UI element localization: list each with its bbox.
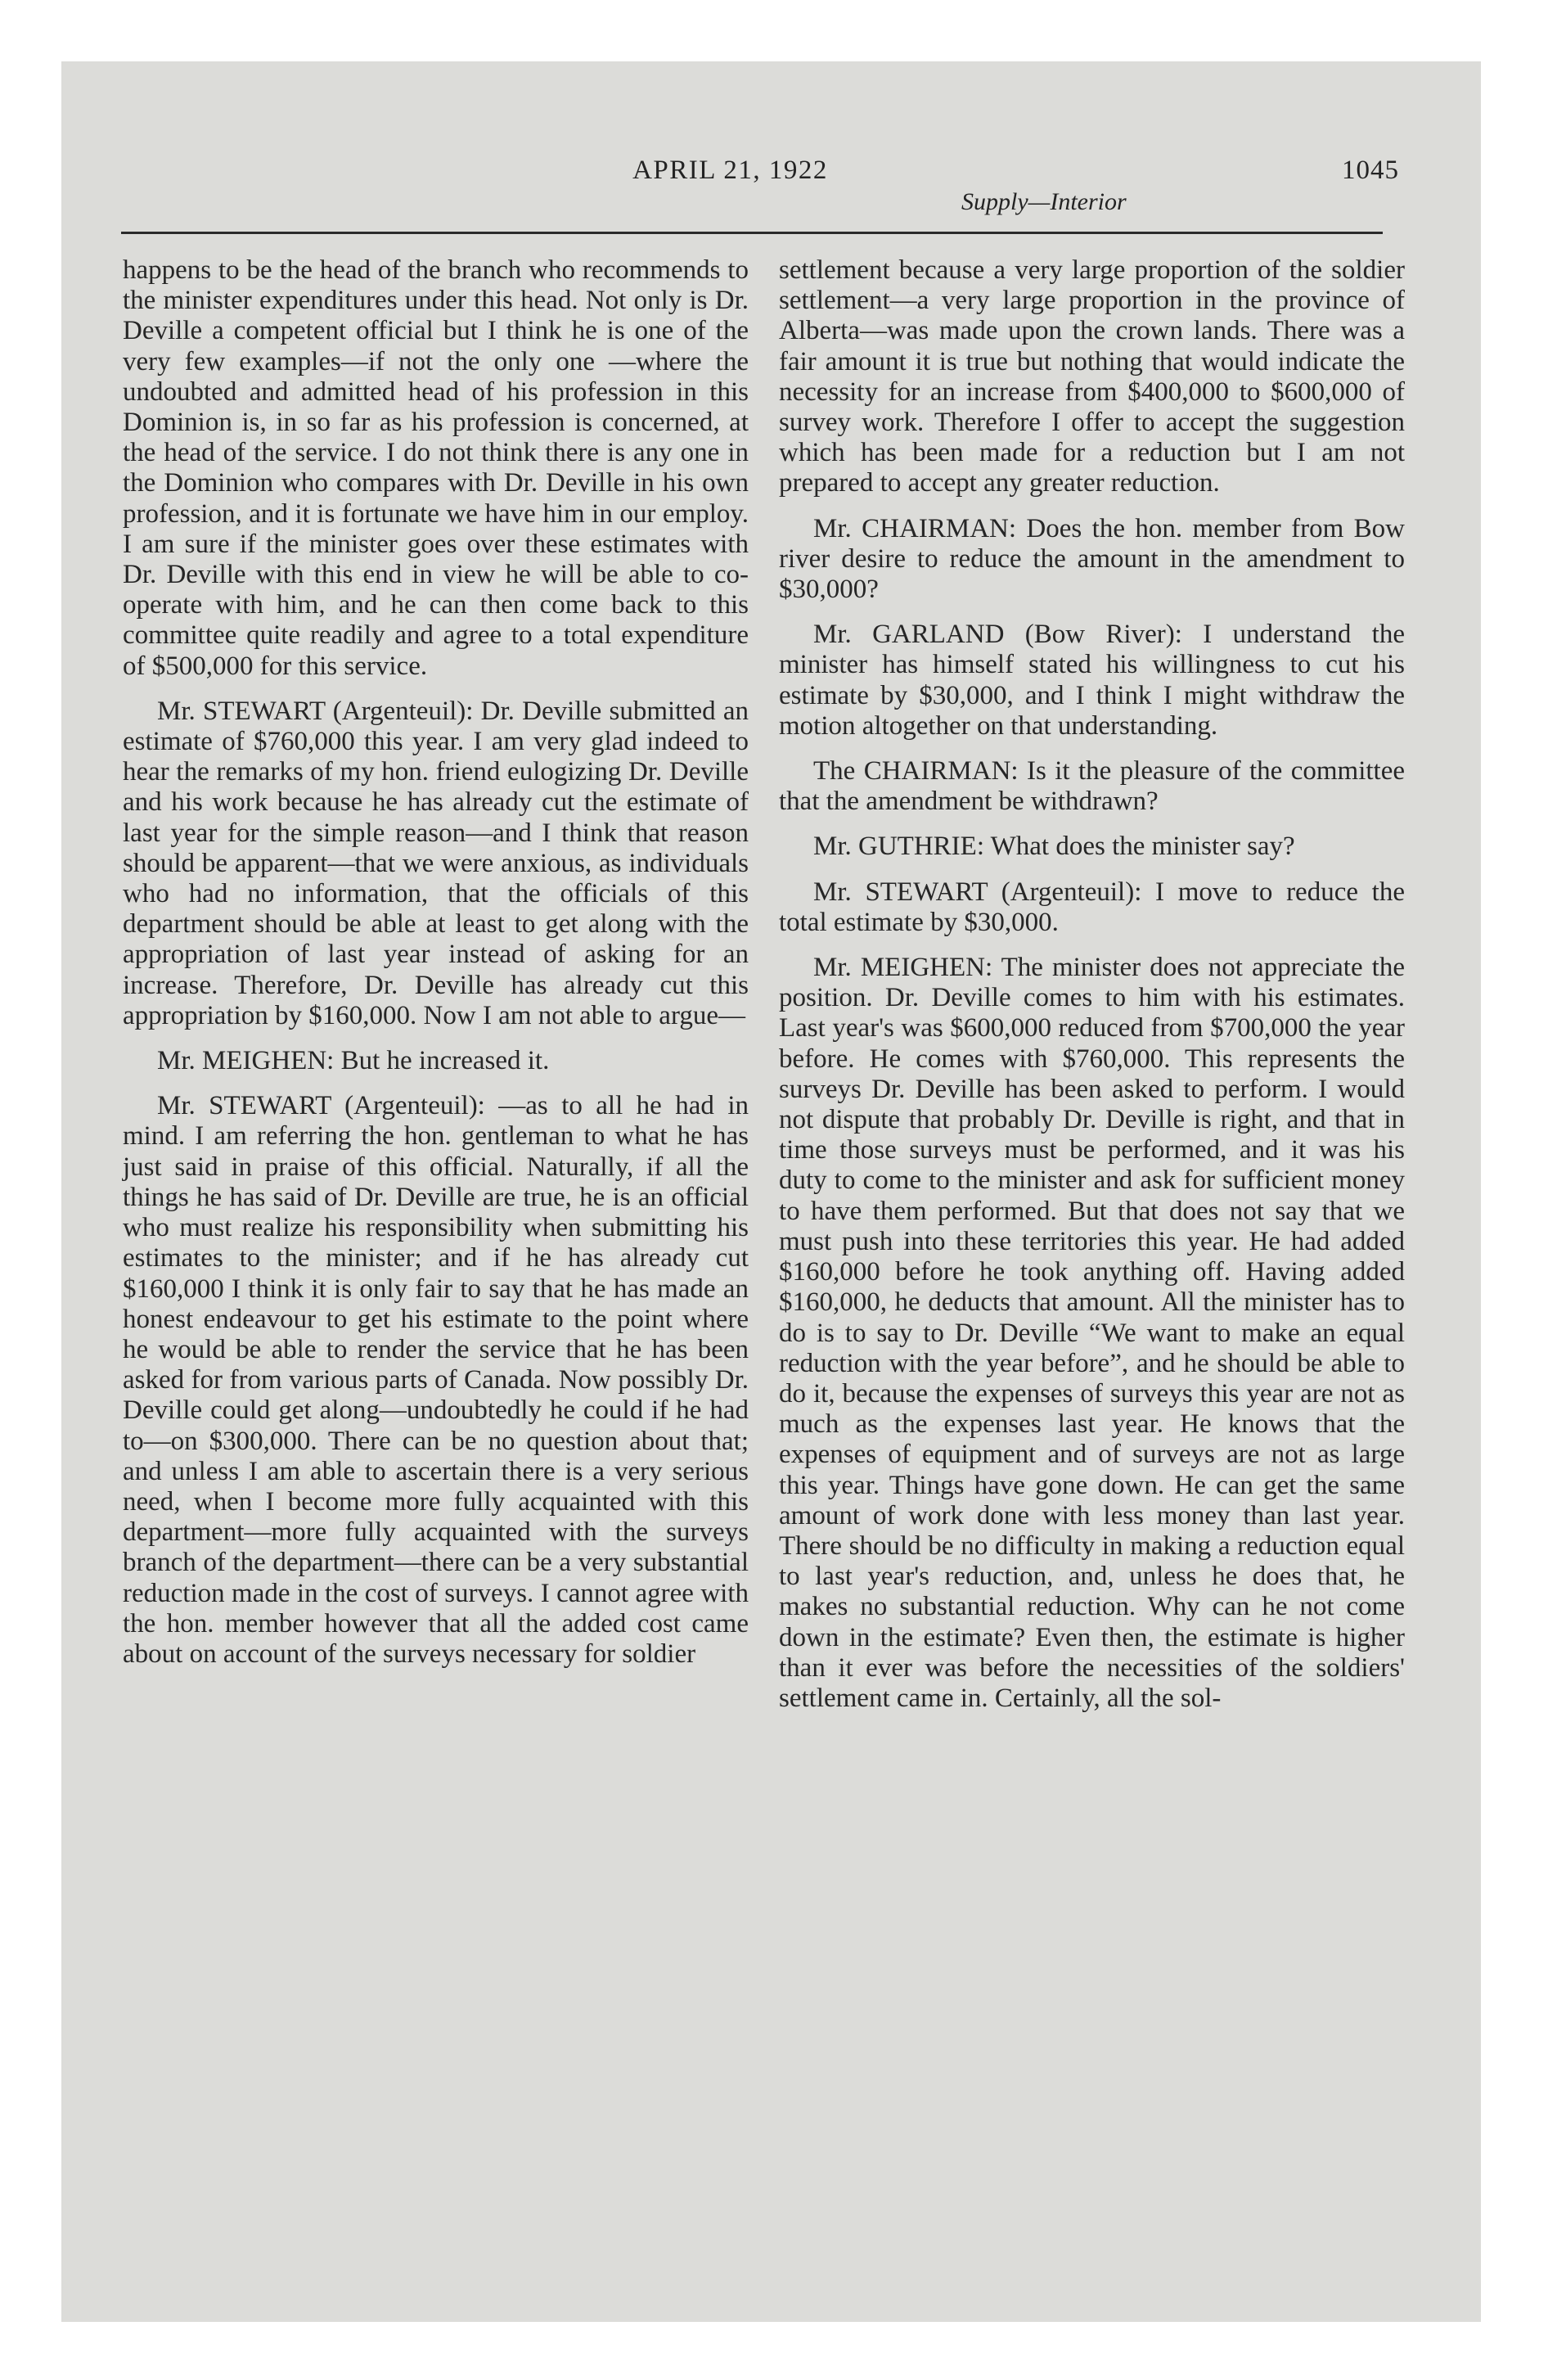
- paragraph: happens to be the head of the branch who recommends to the minister expenditures under this head. Not only is Dr. Deville a competent official but I think he is one of the very few examples—if not the only one —where the undoubted and admitted head of his profession in this Dominion is, in so far as his profession is concerned, at the head of the service. I do not think there is any one in the Dominion who compares with Dr. Deville in his own profession, and it is fortunate we have him in our employ. I am sure if the minister goes over these estimates with Dr. Deville with this end in view he will be able to co-operate with him, and he can then come back to this committee quite readily and agree to a total expenditure of $500,000 for this service.: [123, 255, 749, 681]
- page-header: [61, 156, 1399, 221]
- paragraph: Mr. CHAIRMAN: Does the hon. member from Bow river desire to reduce the amount in the amendment to $30,000?: [779, 513, 1405, 605]
- header-date: APRIL 21, 1922: [632, 156, 828, 185]
- section-title: Supply—Interior: [961, 188, 1127, 215]
- page-number: 1045: [1342, 156, 1399, 185]
- paragraph: The CHAIRMAN: Is it the pleasure of the committee that the amendment be withdrawn?: [779, 756, 1405, 817]
- left-column: [123, 255, 749, 1670]
- paragraph: Mr. MEIGHEN: But he increased it.: [157, 1046, 550, 1076]
- paragraph: Mr. GUTHRIE: What does the minister say?: [813, 832, 1295, 862]
- paragraph: Mr. GARLAND (Bow River): I understand the minister has himself stated his willingness to cut his estimate by $30,000, and I think I might withdraw the motion altogether on that understanding.: [779, 620, 1405, 741]
- paragraph: Mr. STEWART (Argenteuil): I move to reduce the total estimate by $30,000.: [779, 877, 1405, 937]
- paragraph: Mr. MEIGHEN: The minister does not appreciate the position. Dr. Deville comes to him with his estimates. Last year's was $600,000 reduced from $700,000 the year before. He comes with $760,000. This represents the surveys Dr. Deville has been asked to perform. I would not dispute that probably Dr. Deville is right, and that in time those surveys must be performed, and it was his duty to come to the minister and ask for sufficient money to have them performed. But that does not say that we must push into these territories this year. He had added $160,000 before he took anything off. Having added $160,000, he deducts that amount. All the minister has to do is to say to Dr. Deville “We want to make an equal reduction with the year before”, and he should be able to do it, because the expenses of surveys this year are not as much as the expenses last year. He knows that the expenses of equipment and of surveys are not as large this year. Things have gone down. He can get the same amount of work done with less money than last year. There should be no difficulty in making a reduction equal to last year's reduction, and, unless he does that, he makes no substantial reduction. Why can he not come down in the estimate? Even then, the estimate is higher than it ever was before the necessities of the soldiers' settlement came in. Certainly, all the sol-: [779, 953, 1405, 1713]
- paragraph: Mr. STEWART (Argenteuil): —as to all he had in mind. I am referring the hon. gentleman to what he has just said in praise of this official. Naturally, if all the things he has said of Dr. Deville are true, he is an official who must realize his responsibility when submitting his estimates to the minister; and if he has already cut $160,000 I think it is only fair to say that he has made an honest endeavour to get his estimate to the point where he would be able to render the service that he has been asked for from various parts of Canada. Now possibly Dr. Deville could get along—undoubtedly he could if he had to—on $300,000. There can be no question about that; and unless I am able to ascertain there is a very serious need, when I become more fully acquainted with this department—more fully acquainted with the surveys branch of the department—there can be a very substantial reduction made in the cost of surveys. I cannot agree with the hon. member however that all the added cost came about on account of the surveys necessary for soldier: [123, 1091, 749, 1669]
- paragraph: settlement because a very large proportion of the soldier settlement—a very large proportion in the province of Alberta—was made upon the crown lands. There was a fair amount it is true but nothing that would indicate the necessity for an increase from $400,000 to $600,000 of survey work. Therefore I offer to accept the suggestion which has been made for a reduction but I am not prepared to accept any greater reduction.: [779, 255, 1405, 498]
- right-column: [779, 255, 1405, 1714]
- header-rule: [121, 232, 1383, 234]
- paragraph: Mr. STEWART (Argenteuil): Dr. Deville submitted an estimate of $760,000 this year. I am very glad indeed to hear the remarks of my hon. friend eulogizing Dr. Deville and his work because he has already cut the estimate of last year for the simple reason—and I think that reason should be apparent—that we were anxious, as individuals who had no information, that the officials of this department should be able at least to get along with the appropriation of last year instead of asking for an increase. Therefore, Dr. Deville has already cut this appropriation by $160,000. Now I am not able to argue—: [123, 696, 749, 1030]
